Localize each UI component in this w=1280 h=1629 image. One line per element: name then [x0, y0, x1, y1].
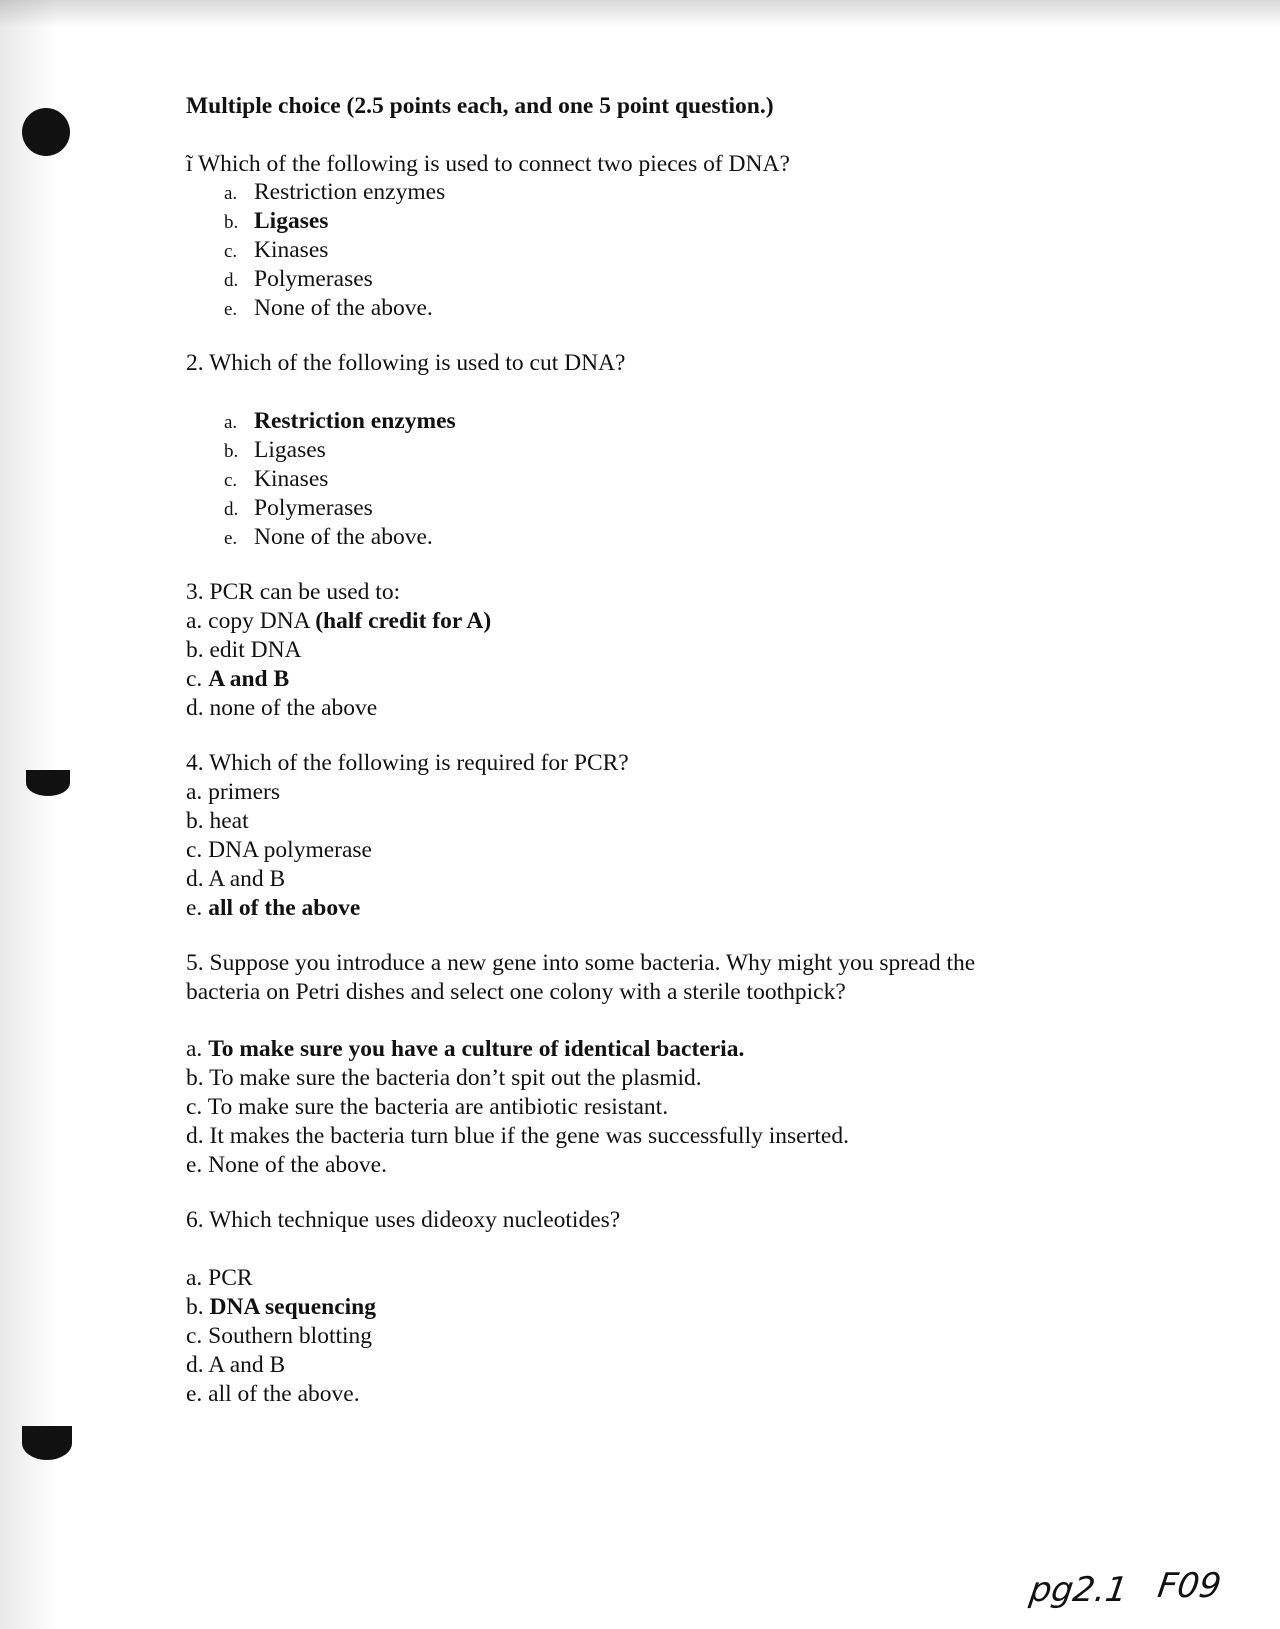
q6-option-a: a. PCR	[186, 1265, 253, 1291]
q2-option-e: e. None of the above.	[224, 524, 433, 550]
q4-option-d: d. A and B	[186, 866, 286, 892]
q1-option-c: c. Kinases	[224, 237, 329, 263]
q5-option-c: c. To make sure the bacteria are antibiotic resistant.	[186, 1094, 669, 1120]
q5-option-a: a. To make sure you have a culture of identical bacteria.	[186, 1036, 745, 1062]
q2-option-b: b. Ligases	[224, 437, 326, 463]
page-top-shadow	[0, 0, 1280, 28]
q4-option-c: c. DNA polymerase	[186, 837, 372, 863]
q4-option-a: a. primers	[186, 779, 280, 805]
handwritten-page-number: pg2.1	[1027, 1570, 1131, 1610]
q1-option-b: b. Ligases	[224, 208, 329, 234]
q3-option-c: c. A and B	[186, 666, 290, 692]
q5-option-d: d. It makes the bacteria turn blue if the gene was successfully inserted.	[186, 1123, 849, 1149]
q3-option-a: a. copy DNA (half credit for A)	[186, 608, 492, 634]
question-5-stem-line2: bacteria on Petri dishes and select one colony with a sterile toothpick?	[186, 979, 846, 1005]
q6-option-b: b. DNA sequencing	[186, 1294, 376, 1320]
section-header: Multiple choice (2.5 points each, and one 5 point question.)	[186, 93, 774, 119]
question-1-stem: ĩ Which of the following is used to connect two pieces of DNA?	[186, 151, 790, 177]
q6-option-d: d. A and B	[186, 1352, 286, 1378]
page-edge-shadow	[0, 0, 80, 1629]
question-5-stem-line1: 5. Suppose you introduce a new gene into some bacteria. Why might you spread the	[186, 950, 976, 976]
punch-hole-top	[22, 108, 70, 156]
question-3-stem: 3. PCR can be used to:	[186, 579, 401, 605]
handwritten-term-code: F09	[1155, 1566, 1224, 1606]
q5-option-e: e. None of the above.	[186, 1152, 387, 1178]
q2-option-a: a. Restriction enzymes	[224, 408, 456, 434]
question-2-stem: 2. Which of the following is used to cut DNA?	[186, 350, 626, 376]
q4-option-e: e. all of the above	[186, 895, 361, 921]
q1-option-a: a. Restriction enzymes	[224, 179, 446, 205]
q6-option-c: c. Southern blotting	[186, 1323, 373, 1349]
q3-option-b: b. edit DNA	[186, 637, 302, 663]
q1-option-e: e. None of the above.	[224, 295, 433, 321]
punch-hole-bottom	[22, 1426, 72, 1460]
q5-option-b: b. To make sure the bacteria don’t spit out the plasmid.	[186, 1065, 702, 1091]
q3-option-d: d. none of the above	[186, 695, 378, 721]
q6-option-e: e. all of the above.	[186, 1381, 360, 1407]
q4-option-b: b. heat	[186, 808, 249, 834]
q3-credit-note: (half credit for A)	[315, 608, 492, 634]
punch-hole-middle	[26, 770, 70, 796]
q2-option-d: d. Polymerases	[224, 495, 373, 521]
question-4-stem: 4. Which of the following is required for PCR?	[186, 750, 629, 776]
q1-option-d: d. Polymerases	[224, 266, 373, 292]
q2-option-c: c. Kinases	[224, 466, 329, 492]
question-6-stem: 6. Which technique uses dideoxy nucleotides?	[186, 1207, 621, 1233]
